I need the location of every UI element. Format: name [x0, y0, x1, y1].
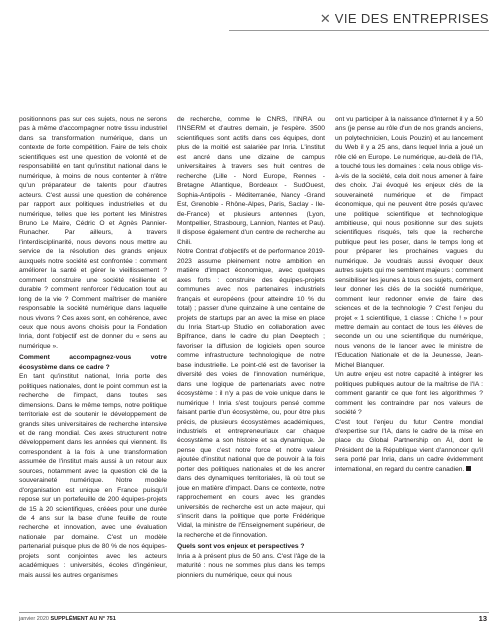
footer-info [19, 616, 116, 622]
paragraph: de recherche, comme le CNRS, l'INRA ou l'INSERM et d'autres demain, je l'espère. 3500 scientifiques sont actifs dans ces équipes, dont plus de la moitié est salariée par Inria. L'institut est ancré dans une dizaine de campus universitaires à travers ses huit centres de recherche (Lille - Nord Europe, Rennes - Bretagne Atlantique, Bordeaux - SudOuest, Sophia-Antipolis - Méditerranée, Nancy -Grand Est, Grenoble - Rhône-Alpes, Paris, Saclay - Ile-de-France) et plusieurs antennes (Lyon, Montpellier, Strasbourg, Lannion, Nantes et Pau). Il dispose également d'un centre de recherche au Chili. [177, 116, 325, 246]
paragraph: En tant qu'institut national, Inria porte des politiques nationales, dont le point commun est la recherche de l'impact, dans toutes ses dimensions. Dans le même temps, notre politique territoriale est de soutenir le développement de grands sites universitaires de recherche intensive et de rang mondial. Ces axes structurent notre développement dans les années qui viennent. Ils correspondent à la fois à une transformation assumée de l'institut mais aussi à un retour aux sources, notamment avec la question clé de la souveraineté numérique. Notre modèle d'organisation est unique en France puisqu'il repose sur un portefeuille de 200 équipes-projets de 15 à 20 scientifiques, créées pour une durée de 4 ans sur la base d'une feuille de route recherche et innovation, avec une évaluation nationale par domaine. C'est un modèle partenarial puisque plus de 80 % de nos équipes-projets sont conjointes avec les acteurs académiques : universités, écoles d'ingénieur, mais aussi les autres organismes [19, 373, 167, 579]
article-column-1 [19, 115, 167, 580]
paragraph: positionnons pas sur ces sujets, nous ne serons pas à même d'accompagner notre tissu industriel dans sa transformation numérique, dans un contexte de forte compétition. Faire de tels choix scientifiques est une question de volonté et de responsabilité en tant qu'institut national dans le numérique, à moins de nous contenter à n'être qu'un préparateur de talents pour d'autres acteurs. C'est aussi une question de cohérence par rapport aux politiques industrielles et du numérique, telles que les portent les Ministres Bruno Le Maire, Cédric O et Agnès Pannier-Runacher. Par ailleurs, à travers l'interdisciplinarité, nous devons nous mettre au service de la résolution des grands enjeux auxquels notre société est confrontée : comment améliorer la santé et gérer le vieillissement ? comment construire une société résiliente et durable ? comment renforcer l'éducation tout au long de la vie ? Comment maîtriser de manière responsable la société numérique dans laquelle nous vivons ? Ces axes sont, en cohérence, avec ceux que nous avons choisis pour la Fondation Inria, dont l'objectif est de donner du « sens au numérique ». [19, 116, 167, 350]
paragraph-text: C'est tout l'enjeu du futur Centre mondial d'expertise sur l'IA, dans le cadre de la mise en place du Global Partnership on AI, dont le Président de la République vient d'annoncer qu'il sera porté par Inria, dans un cadre évidemment international, en regard du centre canadien. [335, 418, 483, 473]
paragraph: Un autre enjeu est notre capacité à intégrer les politiques publiques autour de la maîtrise de l'IA : comment garantir ce que font les algorithmes ? comment les contraindre par nos valeurs de société ? [335, 371, 483, 417]
issue-date: janvier 2020 [19, 616, 49, 622]
question-heading: Comment accompagnez-vous votre écosystème dans ce cadre ? [19, 354, 167, 371]
paragraph: ont vu participer à la naissance d'Internet il y a 50 ans (je pense au rôle d'un de nos grands anciens, un polytechnicien, Louis Pouzin) et au lancement du Web il y a 25 ans, dans lequel Inria a joué un rôle clé en Europe. Le numérique, au-delà de l'IA, a touché tous les domaines : cela nous oblige vis-à-vis de la société, cela doit nous amener à faire des choix. J'ai évoqué les enjeux clés de la souveraineté numérique et de l'impact économique, qui ne peuvent être posés qu'avec une politique scientifique et technologique ambitieuse, qui nous positionne sur des sujets scientifiques risqués, tels que la recherche publique peut les poser, dans le temps long et pour préparer les prochaines vagues du numérique. Je voudrais aussi évoquer deux autres sujets qui me semblent majeurs : comment sensibiliser les jeunes à tous ces sujets, comment leur donner les clés de la société numérique, comment leur redonner envie de faire des sciences et de la technologie ? C'est l'enjeu du projet « 1 scientifique, 1 classe : Chiche ! » pour mettre demain au contact de tous les élèves de seconde un ou une scientifique du numérique, nous venons de le lancer avec le ministre de l'Education Nationale et de la Jeunesse, Jean-Michel Blanquer. [335, 116, 483, 369]
paragraph [335, 418, 483, 475]
end-of-article-mark [466, 466, 471, 471]
paragraph: Inria a à présent plus de 50 ans. C'est l'âge de la maturité : nous ne sommes plus dans les temps pionniers du numérique, ceux qui nous [177, 552, 325, 579]
header-divider [229, 30, 489, 31]
x-mark-icon: ✕ [319, 11, 331, 26]
page-number: 13 [478, 614, 487, 623]
section-header [320, 12, 489, 25]
section-title: VIE DES ENTREPRISES [334, 11, 489, 26]
question-heading: Quels sont vos enjeux et perspectives ? [177, 543, 305, 551]
footer-divider [19, 612, 489, 613]
article-column-3 [335, 115, 483, 474]
supplement-label: SUPPLÉMENT AU N° 751 [50, 616, 116, 622]
article-column-2 [177, 115, 325, 580]
paragraph: Notre Contrat d'objectifs et de performance 2019-2023 assume pleinement notre ambition en matière d'impact économique, avec quelques axes forts : construire des équipes-projets communes avec nos partenaires industriels français et européens (pour atteindre 10 % du total) ; passer d'une quinzaine à une centaine de projets de startups par an avec la mise en place du Inria Start-up Studio en collaboration avec Bpifrance, dans le cadre du plan Deeptech ; favoriser la diffusion de logiciels open source comme infrastructure technologique de notre base industrielle. Le point-clé est de favoriser la diversité des voies de l'innovation numérique, dans une logique de partenariats avec notre écosystème : il n'y a pas de voie unique dans le numérique ! Inria s'est toujours pensé comme faisant partie d'un écosystème, ou, pour être plus précis, de plusieurs écosystèmes académiques, industriels et entrepreneuriaux car chaque écosystème a son histoire et sa dynamique. Je pense que c'est notre force et notre valeur ajoutée d'institut national que de pouvoir à la fois porter des politiques nationales et de les ancrer dans des dynamiques territoriales, là où tout se joue en matière d'impact. Dans ce contexte, notre rapprochement en cours avec les grandes universités de recherche est un acte majeur, qui s'inscrit dans la politique que porte Frédérique Vidal, la ministre de l'Enseignement supérieur, de la recherche et de l'innovation. [177, 248, 325, 539]
